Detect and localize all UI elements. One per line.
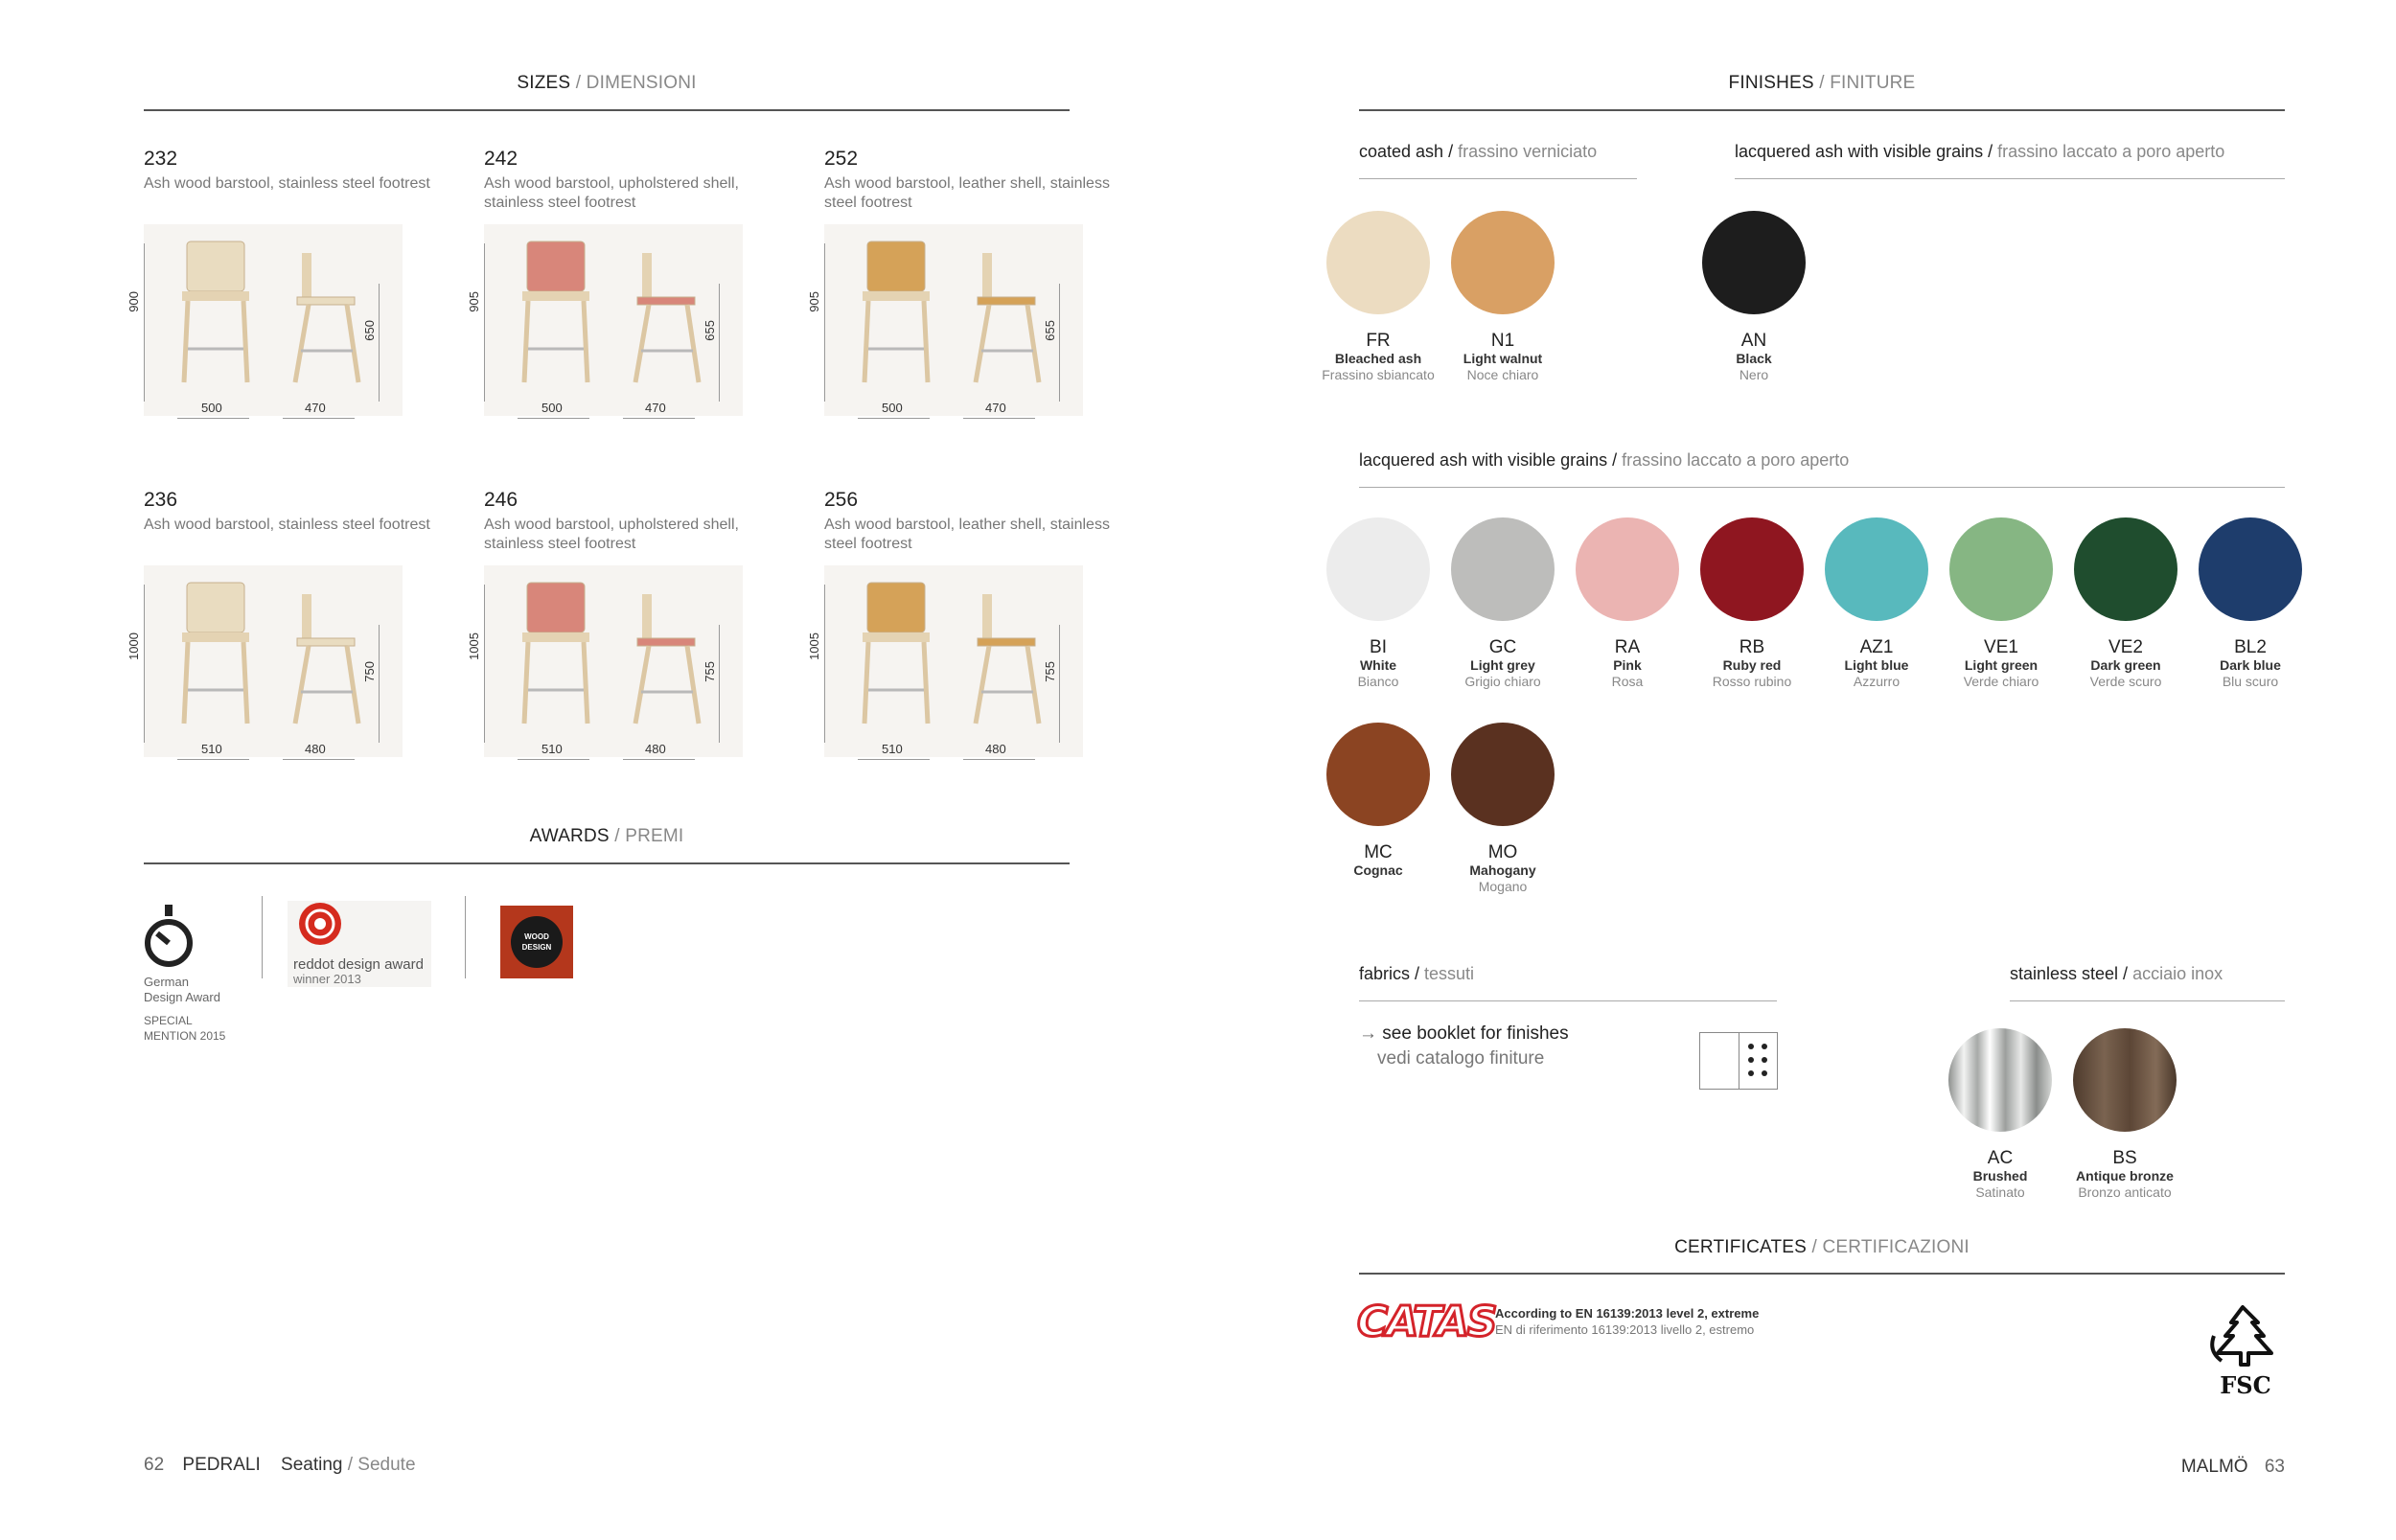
swatch-color [2074, 517, 2177, 621]
dimension-line-vertical-front [824, 243, 825, 402]
swatch-color [1949, 517, 2053, 621]
german-award-text-3: SPECIAL [144, 1014, 193, 1027]
stool-front-seat [182, 632, 249, 642]
steel-heading-en: stainless steel / [2010, 964, 2133, 983]
dimension-line-vertical-front [484, 243, 485, 402]
dimension-line-horizontal-front [858, 418, 930, 419]
dimension-height-front: 1005 [807, 632, 821, 660]
dimension-height-side: 750 [362, 661, 377, 682]
swatch-name: Light grey [1470, 657, 1535, 673]
product-code: 236 [144, 489, 178, 511]
reddot-award-logo [288, 901, 431, 987]
finish-swatch [1687, 211, 1821, 383]
product-description: Ash wood barstool, upholstered shell, stainless steel footrest [484, 175, 739, 211]
fabrics-link-text: see booklet for finishes [1382, 1023, 1569, 1044]
dimension-line-horizontal-side [283, 759, 355, 760]
dimension-height-side: 755 [703, 661, 717, 682]
section-name-it: / Sedute [342, 1455, 416, 1475]
swatch-code: AC [1987, 1148, 2014, 1168]
product-name: MALMÖ [2180, 1457, 2248, 1477]
swatch-code: N1 [1490, 331, 1515, 351]
coated-ash-heading [1359, 142, 1597, 162]
fabrics-heading-it: tessuti [1424, 964, 1475, 983]
reddot-award-text: reddot design award [293, 956, 424, 973]
product-block [807, 489, 1140, 757]
fsc-tree-icon [2204, 1301, 2287, 1368]
stool-front-back [187, 583, 244, 632]
wood-design-mark [511, 916, 563, 968]
stool-front-back [527, 583, 585, 632]
sizes-rule [144, 109, 1070, 111]
product-code: 246 [484, 489, 518, 511]
swatch-name: Mahogany [1469, 862, 1536, 878]
swatch-name: Dark blue [2220, 657, 2281, 673]
dimension-line-horizontal-front [518, 418, 589, 419]
product-description: Ash wood barstool, stainless steel footrest [144, 175, 430, 192]
swatch-name-it: Nero [1739, 367, 1769, 382]
swatch-name-it: Bronzo anticato [2078, 1184, 2172, 1200]
reddot-award-text-2: winner 2013 [293, 972, 361, 986]
awards-rule [144, 862, 1070, 864]
award-divider-2 [465, 896, 466, 978]
swatch-name-it: Verde scuro [2089, 674, 2162, 689]
dimension-width-front: 510 [882, 742, 903, 756]
lacquered-heading-top [1735, 142, 2224, 162]
coated-ash-heading-en: coated ash / [1359, 142, 1459, 161]
swatch-code: RB [1739, 637, 1765, 657]
dimension-line-horizontal-side [623, 759, 695, 760]
swatch-color [1948, 1028, 2052, 1132]
booklet-icon[interactable] [1699, 1032, 1778, 1090]
finish-swatch [1311, 211, 1445, 383]
lacquered-rule-top [1735, 178, 2285, 179]
certificates-rule [1359, 1273, 2285, 1275]
dimension-line-horizontal-side [623, 418, 695, 419]
dimension-line-vertical-side [1059, 625, 1060, 743]
right-footer [2162, 1457, 2285, 1478]
product-description: Ash wood barstool, leather shell, stainless steel footrest [824, 175, 1110, 211]
swatch-color [2073, 1028, 2177, 1132]
dimension-height-side: 655 [1043, 320, 1057, 341]
swatch-color [2199, 517, 2302, 621]
swatch-name: Pink [1613, 657, 1642, 673]
finish-swatch [1560, 517, 1694, 690]
product-description: Ash wood barstool, leather shell, stainless steel footrest [824, 517, 1110, 552]
lacquered-heading-top-en: lacquered ash with visible grains / [1735, 142, 1998, 161]
sizes-heading-it: / DIMENSIONI [570, 73, 697, 93]
dimension-height-front: 1000 [127, 632, 141, 660]
product-code: 232 [144, 148, 178, 170]
finishes-heading [1359, 73, 2285, 94]
stool-front-seat [863, 632, 930, 642]
catas-text-2: EN di riferimento 16139:2013 livello 2, estremo [1495, 1322, 1755, 1337]
swatch-code: FR [1366, 331, 1391, 351]
product-code: 242 [484, 148, 518, 170]
swatch-color [1451, 723, 1555, 826]
swatch-code: BS [2112, 1148, 2137, 1168]
dimension-width-side: 480 [305, 742, 326, 756]
arrow-right-icon: → [1359, 1023, 1383, 1044]
swatch-name-it: Grigio chiaro [1464, 674, 1541, 689]
stool-side-seat [637, 297, 695, 305]
swatch-color [1326, 723, 1430, 826]
finish-swatch [1311, 723, 1445, 879]
stool-side-seat [297, 638, 355, 646]
certificates-heading-en: CERTIFICATES [1674, 1237, 1808, 1257]
steel-heading [2010, 964, 2223, 984]
stool-front-seat [182, 291, 249, 301]
swatch-name-it: Bianco [1357, 674, 1399, 689]
dimension-line-vertical-side [379, 625, 380, 743]
swatch-code: AN [1740, 331, 1767, 351]
stool-side-seat [978, 638, 1035, 646]
lacquered-heading-en: lacquered ash with visible grains / [1359, 450, 1623, 470]
swatch-code: RA [1614, 637, 1641, 657]
swatch-name-it: Rosa [1611, 674, 1644, 689]
product-block [807, 148, 1140, 416]
dimension-width-front: 500 [201, 401, 222, 415]
stool-side-seat [297, 297, 355, 305]
finishes-heading-it: / FINITURE [1813, 73, 1916, 93]
dimension-line-vertical-side [719, 284, 720, 402]
dimension-width-side: 480 [985, 742, 1006, 756]
finish-swatch [1311, 517, 1445, 690]
lacquered-heading-it: frassino laccato a poro aperto [1622, 450, 1850, 470]
dimension-width-side: 470 [645, 401, 666, 415]
awards-heading [144, 826, 1070, 847]
swatch-color [1326, 517, 1430, 621]
finish-swatch [1934, 517, 2068, 690]
dimension-height-front: 1005 [467, 632, 481, 660]
fabrics-heading [1359, 964, 1474, 984]
right-page-number: 63 [2264, 1457, 2285, 1477]
dimension-height-front: 900 [127, 291, 141, 312]
swatch-name: Cognac [1353, 862, 1403, 878]
dimension-line-vertical-front [144, 243, 145, 402]
certificates-heading-it: / CERTIFICAZIONI [1807, 1237, 1970, 1257]
wood-design-logo [500, 906, 573, 978]
dimension-height-front: 905 [467, 291, 481, 312]
brand-name: PEDRALI [182, 1455, 261, 1475]
stool-front-back [867, 241, 925, 291]
stool-front-seat [522, 291, 589, 301]
wood-design-text-2: DESIGN [521, 943, 552, 952]
german-award-text-4: MENTION 2015 [144, 1029, 226, 1043]
german-award-text-2: Design Award [144, 990, 220, 1004]
product-description: Ash wood barstool, upholstered shell, stainless steel footrest [484, 517, 739, 552]
product-description: Ash wood barstool, stainless steel footrest [144, 517, 430, 533]
swatch-name: Ruby red [1722, 657, 1782, 673]
swatch-code: MC [1364, 842, 1393, 862]
swatch-name-it: Blu scuro [2222, 674, 2279, 689]
dimension-height-front: 905 [807, 291, 821, 312]
product-block [467, 148, 800, 416]
swatch-name: Antique bronze [2076, 1168, 2174, 1184]
swatch-color [1700, 517, 1804, 621]
swatch-color [1576, 517, 1679, 621]
stool-side-seat [637, 638, 695, 646]
certificates-heading [1359, 1237, 2285, 1258]
booklet-dots-icon [1744, 1039, 1773, 1083]
swatch-name-it: Verde chiaro [1963, 674, 2039, 689]
swatch-name: Brushed [1972, 1168, 2028, 1184]
catas-logo: CATAS [1357, 1298, 1496, 1346]
dimension-width-side: 480 [645, 742, 666, 756]
stool-front-seat [522, 632, 589, 642]
coated-ash-rule [1359, 178, 1637, 179]
dimension-width-front: 510 [541, 742, 563, 756]
swatch-name: Black [1736, 351, 1772, 366]
dimension-width-front: 500 [882, 401, 903, 415]
swatch-code: MO [1487, 842, 1518, 862]
swatch-name-it: Rosso rubino [1712, 674, 1792, 689]
dimension-line-vertical-side [719, 625, 720, 743]
dimension-height-side: 755 [1043, 661, 1057, 682]
fsc-text: FSC [2220, 1371, 2271, 1399]
swatch-color [1451, 517, 1555, 621]
product-block [127, 489, 460, 757]
swatch-color [1451, 211, 1555, 314]
swatch-name-it: Satinato [1975, 1184, 2025, 1200]
coated-ash-heading-it: frassino verniciato [1458, 142, 1598, 161]
wood-design-text-1: WOOD [524, 932, 549, 941]
swatch-name: Bleached ash [1334, 351, 1422, 366]
stool-side-seat [978, 297, 1035, 305]
swatch-code: VE2 [2108, 637, 2143, 657]
dimension-line-horizontal-side [963, 418, 1035, 419]
dimension-width-front: 500 [541, 401, 563, 415]
fabrics-link-it: vedi catalogo finiture [1377, 1048, 1545, 1069]
swatch-name: Dark green [2090, 657, 2161, 673]
product-code: 256 [824, 489, 859, 511]
dimension-line-horizontal-front [858, 759, 930, 760]
sizes-heading-en: SIZES [517, 73, 571, 93]
fabrics-rule [1359, 1000, 1777, 1001]
dimension-line-vertical-side [1059, 284, 1060, 402]
sizes-heading [144, 73, 1070, 94]
dimension-width-side: 470 [305, 401, 326, 415]
finish-swatch [2183, 517, 2317, 690]
finish-swatch [1436, 211, 1570, 383]
finish-swatch [1436, 517, 1570, 690]
dimension-line-vertical-front [144, 585, 145, 743]
stool-front-back [187, 241, 244, 291]
finishes-rule [1359, 109, 2285, 111]
lacquered-heading [1359, 450, 1849, 471]
left-page-number: 62 [144, 1455, 165, 1475]
left-footer [144, 1455, 416, 1476]
stool-front-back [867, 583, 925, 632]
reddot-award-text-1 [293, 956, 424, 973]
swatch-name-it: Azzurro [1853, 674, 1901, 689]
finish-swatch [1809, 517, 1944, 690]
finish-swatch [1685, 517, 1819, 690]
swatch-code: AZ1 [1859, 637, 1894, 657]
reddot-icon [293, 901, 351, 949]
swatch-color [1702, 211, 1806, 314]
lacquered-heading-top-it: frassino laccato a poro aperto [1997, 142, 2225, 161]
finishes-heading-en: FINISHES [1728, 73, 1814, 93]
steel-rule [2010, 1000, 2285, 1001]
swatch-code: GC [1488, 637, 1517, 657]
swatch-name: White [1359, 657, 1397, 673]
dimension-line-horizontal-front [518, 759, 589, 760]
dimension-width-front: 510 [201, 742, 222, 756]
dimension-line-horizontal-side [963, 759, 1035, 760]
german-award-text-1: German [144, 975, 189, 989]
dimension-line-vertical-front [824, 585, 825, 743]
dimension-line-horizontal-side [283, 418, 355, 419]
swatch-color [1825, 517, 1928, 621]
stool-front-seat [863, 291, 930, 301]
swatch-name: Light green [1964, 657, 2039, 673]
catas-text-1: According to EN 16139:2013 level 2, extreme [1495, 1306, 1760, 1321]
swatch-color [1326, 211, 1430, 314]
fsc-logo [2204, 1301, 2287, 1397]
product-code: 252 [824, 148, 859, 170]
swatch-code: BI [1370, 637, 1387, 657]
dimension-line-horizontal-front [177, 418, 249, 419]
finish-swatch [2059, 517, 2193, 690]
dimension-line-vertical-side [379, 284, 380, 402]
swatch-name: Light blue [1844, 657, 1909, 673]
finish-swatch [1436, 723, 1570, 895]
product-block [467, 489, 800, 757]
swatch-code: VE1 [1984, 637, 2018, 657]
swatch-name: Light walnut [1463, 351, 1543, 366]
fabrics-booklet-link[interactable] [1359, 1023, 1569, 1045]
swatch-name-it: Mogano [1478, 879, 1528, 894]
german-design-award-logo [144, 901, 259, 1054]
awards-heading-it: / PREMI [609, 826, 684, 846]
dimension-line-vertical-front [484, 585, 485, 743]
dimension-height-side: 655 [703, 320, 717, 341]
dimension-width-side: 470 [985, 401, 1006, 415]
swatch-name-it: Noce chiaro [1466, 367, 1539, 382]
steel-heading-it: acciaio inox [2132, 964, 2223, 983]
dimension-line-horizontal-front [177, 759, 249, 760]
stopwatch-icon [144, 901, 201, 970]
awards-heading-en: AWARDS [529, 826, 610, 846]
section-name: Seating [281, 1455, 343, 1475]
swatch-code: BL2 [2234, 637, 2267, 657]
finish-swatch [1933, 1028, 2067, 1201]
dimension-height-side: 650 [362, 320, 377, 341]
lacquered-rule [1359, 487, 2285, 488]
award-divider-1 [262, 896, 263, 978]
fabrics-heading-en: fabrics / [1359, 964, 1425, 983]
product-block [127, 148, 460, 416]
stool-front-back [527, 241, 585, 291]
finish-swatch [2058, 1028, 2192, 1201]
swatch-name-it: Frassino sbiancato [1322, 367, 1435, 382]
